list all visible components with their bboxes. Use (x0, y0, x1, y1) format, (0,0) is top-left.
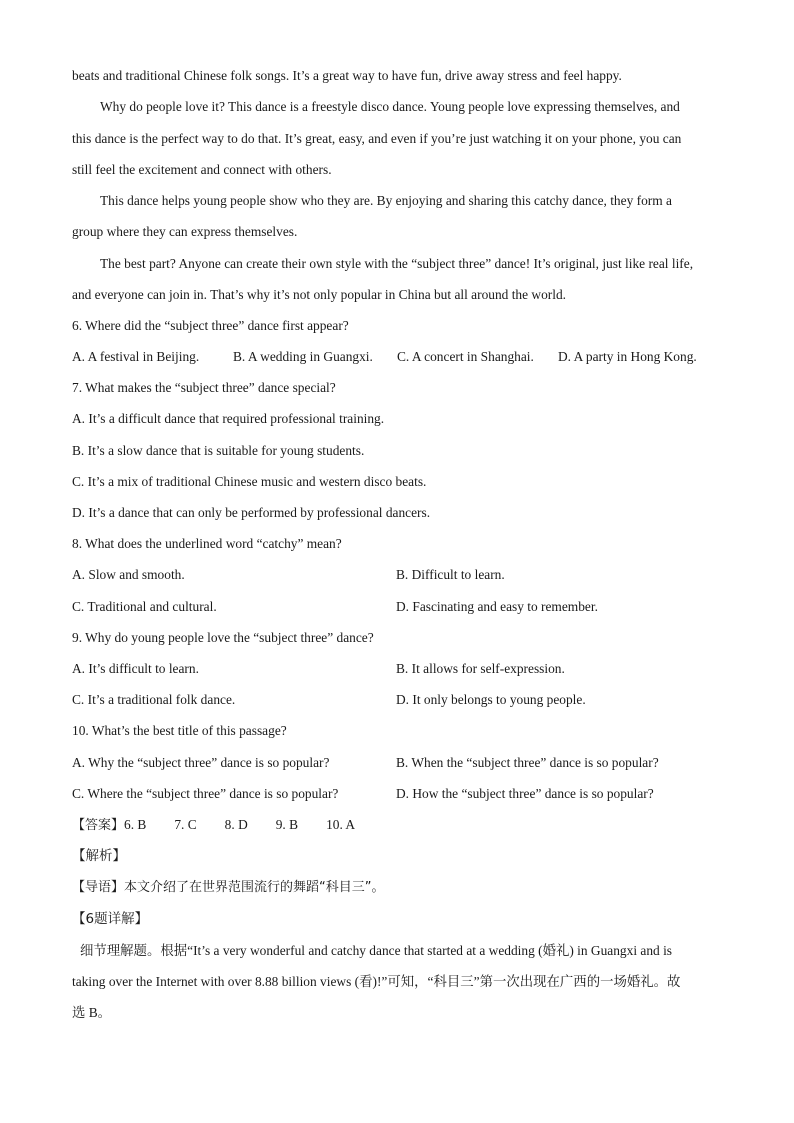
question-10-option-b: B. When the “subject three” dance is so popular? (396, 755, 659, 770)
question-10-option-a: A. Why the “subject three” dance is so popular? (72, 755, 330, 770)
answer-item: 8. D (224, 817, 248, 832)
answer-item: 7. C (174, 817, 197, 832)
passage-line: beats and traditional Chinese folk songs. It’s a great way to have fun, drive away stress and feel happy. (72, 68, 622, 83)
passage-line: The best part? Anyone can create their own style with the “subject three” dance! It’s original, just like real life, (100, 256, 694, 271)
q6-detail-title: 【6题详解】 (72, 911, 149, 927)
passage-line: and everyone can join in. That’s why it’s not only popular in China but all around the world. (72, 287, 567, 302)
question-7-stem: 7. What makes the “subject three” dance special? (72, 380, 336, 395)
passage-line: Why do people love it? This dance is a freestyle disco dance. Young people love expressing themselves, and (100, 99, 680, 114)
question-8-option-b: B. Difficult to learn. (396, 567, 505, 582)
question-8-option-d: D. Fascinating and easy to remember. (396, 599, 598, 614)
passage-line: This dance helps young people show who they are. By enjoying and sharing this catchy dance, they form a (100, 193, 672, 208)
question-10-stem: 10. What’s the best title of this passage? (72, 723, 287, 738)
passage-line: still feel the excitement and connect with others. (72, 162, 332, 177)
q6-detail-line: 选 B。 (72, 1005, 112, 1020)
question-6-option-b: B. A wedding in Guangxi. (233, 349, 373, 364)
answer-item: 6. B (124, 817, 147, 832)
question-10-option-c: C. Where the “subject three” dance is so popular? (72, 786, 339, 801)
question-9-option-d: D. It only belongs to young people. (396, 692, 586, 707)
passage-line: group where they can express themselves. (72, 224, 298, 239)
passage-line: this dance is the perfect way to do that. It’s great, easy, and even if you’re just watching it on your phone, you can (72, 131, 682, 146)
question-9-option-a: A. It’s difficult to learn. (72, 661, 199, 676)
question-8-stem: 8. What does the underlined word “catchy” mean? (72, 536, 342, 551)
question-7-option-d: D. It’s a dance that can only be performed by professional dancers. (72, 505, 431, 520)
answer-item: 9. B (275, 817, 299, 832)
question-8-option-c: C. Traditional and cultural. (72, 599, 217, 614)
question-6-option-d: D. A party in Hong Kong. (558, 349, 697, 364)
question-10-option-d: D. How the “subject three” dance is so popular? (396, 786, 654, 801)
question-6-stem: 6. Where did the “subject three” dance first appear? (72, 318, 349, 333)
answer-label: 【答案】 (72, 818, 125, 833)
q6-detail-line: 细节理解题。根据“It’s a very wonderful and catchy dance that started at a wedding (婚礼) in Guangxi and is (80, 943, 672, 958)
question-6-option-c: C. A concert in Shanghai. (397, 349, 534, 364)
question-8-option-a: A. Slow and smooth. (72, 567, 185, 582)
question-7-option-a: A. It’s a difficult dance that required professional training. (72, 411, 385, 426)
question-9-stem: 9. Why do young people love the “subject three” dance? (72, 630, 374, 645)
question-7-option-b: B. It’s a slow dance that is suitable for young students. (72, 443, 365, 458)
question-7-option-c: C. It’s a mix of traditional Chinese music and western disco beats. (72, 474, 427, 489)
analysis-guide: 【导语】本文介绍了在世界范围流行的舞蹈“科目三”。 (72, 880, 385, 895)
answer-key (72, 816, 383, 835)
question-9-option-c: C. It’s a traditional folk dance. (72, 692, 236, 707)
analysis-label: 【解析】 (72, 848, 126, 864)
answer-item: 10. A (326, 817, 356, 832)
q6-detail-line: taking over the Internet with over 8.88 billion views (看)!”可知，“科目三”第一次出现在广西的一场婚礼。故 (72, 974, 681, 989)
question-6-option-a: A. A festival in Beijing. (72, 349, 200, 364)
question-9-option-b: B. It allows for self-expression. (396, 661, 565, 676)
